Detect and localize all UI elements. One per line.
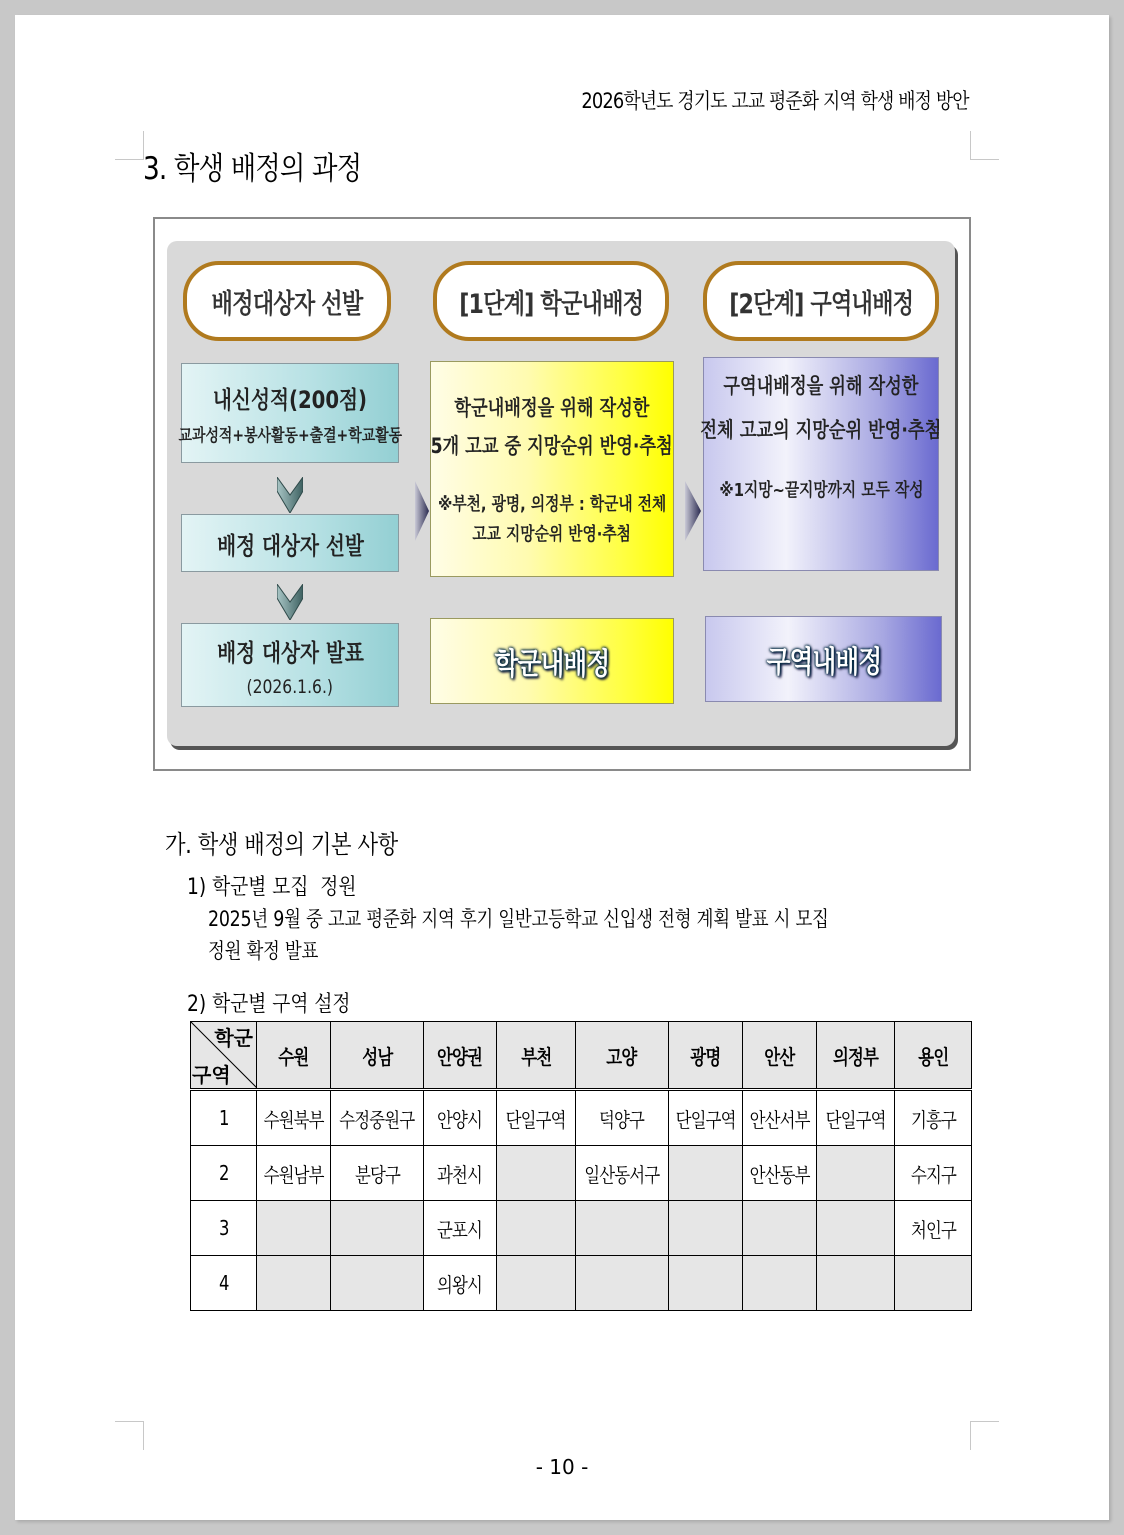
zone-cell bbox=[668, 1146, 742, 1201]
zone-cell bbox=[817, 1256, 895, 1311]
diagram-panel bbox=[167, 241, 955, 746]
zone-cell bbox=[331, 1201, 424, 1256]
column-header: 광명 bbox=[668, 1022, 742, 1090]
zone-number-cell: 4 bbox=[191, 1256, 257, 1311]
arrow-right-icon bbox=[415, 481, 429, 541]
stage-label: 배정대상자 선발 bbox=[211, 288, 363, 320]
margin-corner-mark bbox=[970, 131, 999, 160]
column-header: 고양 bbox=[575, 1022, 668, 1090]
zone-cell: 수원남부 bbox=[257, 1146, 331, 1201]
zone-cell: 처인구 bbox=[895, 1201, 972, 1256]
zone-cell bbox=[575, 1201, 668, 1256]
table-header-row bbox=[191, 1022, 972, 1090]
zone-number-cell: 2 bbox=[191, 1146, 257, 1201]
stage1-note-line2: 고교 지망순위 반영·추첨 bbox=[472, 524, 632, 545]
item2-heading: 2) 학군별 구역 설정 bbox=[187, 992, 351, 1017]
zone-cell: 분당구 bbox=[331, 1146, 424, 1201]
table-row bbox=[191, 1256, 972, 1311]
zone-cell bbox=[496, 1146, 575, 1201]
zone-cell: 과천시 bbox=[423, 1146, 496, 1201]
zone-cell bbox=[668, 1201, 742, 1256]
corner-label-district: 학군 bbox=[214, 1026, 253, 1050]
zone-cell bbox=[895, 1256, 972, 1311]
stage-label: [2단계] 구역내배정 bbox=[728, 288, 914, 320]
margin-corner-mark bbox=[115, 131, 144, 160]
zone-cell: 의왕시 bbox=[423, 1256, 496, 1311]
announcement-box bbox=[181, 623, 399, 707]
zone-cell: 군포시 bbox=[423, 1201, 496, 1256]
zone-cell: 단일구역 bbox=[668, 1090, 742, 1146]
stage1-result-box bbox=[430, 618, 674, 704]
table-row bbox=[191, 1201, 972, 1256]
margin-corner-mark bbox=[115, 1421, 144, 1450]
column-header: 용인 bbox=[895, 1022, 972, 1090]
zone-cell: 수원북부 bbox=[257, 1090, 331, 1146]
page-number: - 10 - bbox=[535, 1455, 589, 1479]
zone-cell bbox=[575, 1256, 668, 1311]
district-zone-table bbox=[190, 1021, 972, 1311]
chevron-down-icon bbox=[277, 477, 303, 513]
column-header: 의정부 bbox=[817, 1022, 895, 1090]
stage1-result-label: 학군내배정 bbox=[494, 647, 610, 682]
announcement-date: (2026.1.6.) bbox=[246, 675, 334, 698]
section-title: 3. 학생 배정의 과정 bbox=[143, 151, 362, 187]
running-header: 2026학년도 경기도 고교 평준화 지역 학생 배정 방안 bbox=[581, 89, 969, 113]
zone-cell: 기흥구 bbox=[895, 1090, 972, 1146]
column-header: 성남 bbox=[331, 1022, 424, 1090]
zone-number-cell: 1 bbox=[191, 1090, 257, 1146]
zone-cell bbox=[331, 1256, 424, 1311]
zone-cell bbox=[817, 1146, 895, 1201]
stage-pill-step2 bbox=[703, 261, 939, 341]
zone-cell bbox=[257, 1256, 331, 1311]
zone-cell bbox=[742, 1201, 816, 1256]
grade-score-components: 교과성적+봉사활동+출결+학교활동 bbox=[178, 426, 402, 446]
corner-header-cell bbox=[191, 1022, 257, 1090]
zone-number-cell: 3 bbox=[191, 1201, 257, 1256]
stage2-description-box bbox=[700, 357, 942, 571]
zone-cell bbox=[817, 1201, 895, 1256]
zone-cell: 단일구역 bbox=[496, 1090, 575, 1146]
document-page bbox=[15, 15, 1109, 1520]
zone-cell bbox=[257, 1201, 331, 1256]
item1-heading: 1) 학군별 모집 정원 bbox=[187, 875, 357, 900]
zone-cell bbox=[496, 1256, 575, 1311]
column-header: 안산 bbox=[742, 1022, 816, 1090]
zone-cell: 안산서부 bbox=[742, 1090, 816, 1146]
zone-cell: 안양시 bbox=[423, 1090, 496, 1146]
stage-pill-selection bbox=[183, 261, 391, 341]
arrow-right-icon bbox=[685, 481, 701, 541]
zone-cell: 단일구역 bbox=[817, 1090, 895, 1146]
column-header: 부천 bbox=[496, 1022, 575, 1090]
stage2-result-box bbox=[705, 616, 942, 702]
announcement-title: 배정 대상자 발표 bbox=[216, 638, 364, 667]
margin-corner-mark bbox=[970, 1421, 999, 1450]
stage2-note: ※1지망~끝지망까지 모두 작성 bbox=[718, 480, 924, 501]
zone-cell bbox=[742, 1256, 816, 1311]
zone-cell bbox=[668, 1256, 742, 1311]
column-header: 안양권 bbox=[423, 1022, 496, 1090]
table-row bbox=[191, 1090, 972, 1146]
stage-pill-step1 bbox=[433, 261, 669, 341]
selection-box bbox=[181, 514, 399, 572]
stage2-result-label: 구역내배정 bbox=[766, 645, 881, 680]
selection-label: 배정 대상자 선발 bbox=[216, 531, 364, 560]
process-diagram bbox=[153, 217, 971, 771]
zone-cell: 안산동부 bbox=[742, 1146, 816, 1201]
item1-paragraph bbox=[208, 903, 972, 967]
grade-score-title: 내신성적(200점) bbox=[212, 386, 368, 414]
zone-cell: 덕양구 bbox=[575, 1090, 668, 1146]
zone-cell: 일산동서구 bbox=[575, 1146, 668, 1201]
stage-label: [1단계] 학군내배정 bbox=[458, 288, 644, 320]
zone-cell: 수지구 bbox=[895, 1146, 972, 1201]
stage2-line2: 전체 고교의 지망순위 반영·추첨 bbox=[700, 418, 942, 442]
stage1-description-box bbox=[430, 361, 674, 577]
stage1-line1: 학군내배정을 위해 작성한 bbox=[454, 396, 650, 420]
chevron-down-icon bbox=[277, 584, 303, 620]
corner-label-zone: 구역 bbox=[192, 1063, 231, 1087]
zone-cell bbox=[496, 1201, 575, 1256]
paragraph-line: 2025년 9월 중 고교 평준화 지역 후기 일반고등학교 신입생 전형 계획 발표 시 모집 bbox=[208, 907, 829, 931]
grade-score-box bbox=[178, 363, 402, 463]
subsection-heading: 가. 학생 배정의 기본 사항 bbox=[165, 830, 398, 859]
stage1-line2: 5개 고교 중 지망순위 반영·추첨 bbox=[430, 434, 674, 458]
zone-cell: 수정중원구 bbox=[331, 1090, 424, 1146]
stage1-note-line1: ※부천, 광명, 의정부 : 학군내 전체 bbox=[437, 494, 667, 515]
paragraph-line: 정원 확정 발표 bbox=[208, 939, 319, 963]
table-row bbox=[191, 1146, 972, 1201]
stage2-line1: 구역내배정을 위해 작성한 bbox=[723, 374, 919, 398]
column-header: 수원 bbox=[257, 1022, 331, 1090]
